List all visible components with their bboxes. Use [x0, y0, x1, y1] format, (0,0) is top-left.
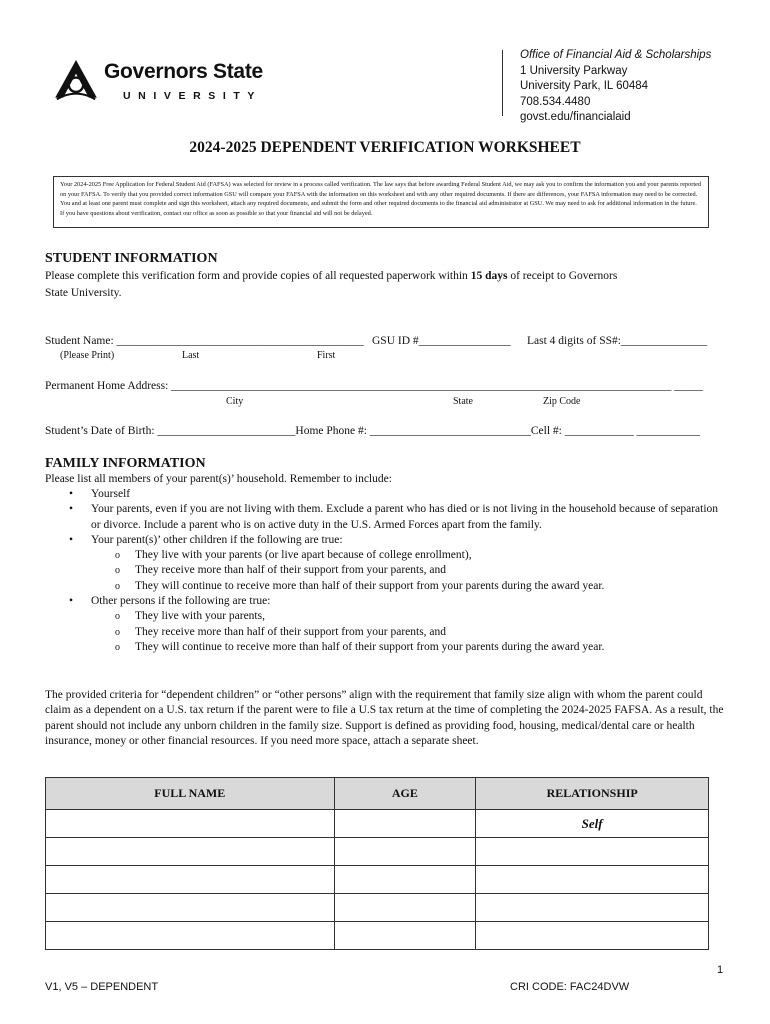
- list-item: • Yourself: [45, 487, 725, 502]
- student-intro: [45, 269, 617, 284]
- dependent-criteria-paragraph: The provided criteria for “dependent children” or “other persons” align with the requirement that family size align with whom the parent could claim as a dependent on a U.S. tax return if the parent were to file a U.S tax return at the time of completing the 2024-2025 FAFSA. As a result, the parent should not include any unborn children in the family size. Support is defined as providing food, housing, medical/dental care or health insurance, money or other financial resources. If you need more space, attach a separate sheet.: [45, 689, 724, 747]
- full-name-cell[interactable]: [46, 922, 335, 950]
- list-item: o They live with your parents (or live apart because of college enrollment),: [45, 548, 725, 563]
- office-street: 1 University Parkway: [520, 64, 628, 77]
- list-item: o They will continue to receive more than half of their support from your parents during the award year.: [45, 579, 725, 594]
- student-intro-deadline: 15 days: [470, 270, 508, 282]
- col-header-relationship: RELATIONSHIP: [476, 778, 709, 810]
- list-item: • Other persons if the following are true:: [45, 594, 725, 609]
- full-name-cell[interactable]: [46, 838, 335, 866]
- list-item: o They live with your parents,: [45, 609, 725, 624]
- student-intro-a: Please complete this verification form and provide copies of all requested paperwork within: [45, 270, 471, 282]
- state-caption: State: [453, 396, 473, 407]
- first-name-caption: First: [317, 350, 336, 361]
- office-city: University Park, IL 60484: [520, 80, 649, 92]
- table-row: [46, 866, 709, 894]
- table-row: [46, 810, 709, 838]
- list-item: o They receive more than half of their support from your parents, and: [45, 563, 725, 578]
- relationship-cell[interactable]: Self: [476, 810, 709, 838]
- age-cell[interactable]: [334, 866, 476, 894]
- col-header-full-name: FULL NAME: [46, 778, 335, 810]
- family-intro: Please list all members of your parent(s)’ household. Remember to include:: [45, 473, 392, 485]
- list-item: • Your parent(s)’ other children if the following are true:: [45, 533, 725, 548]
- student-info-heading: STUDENT INFORMATION: [45, 251, 218, 266]
- full-name-cell[interactable]: [46, 866, 335, 894]
- home-address-field[interactable]: Permanent Home Address: _______________________________________________________________________________________ _____: [45, 380, 704, 392]
- page-title: 2024-2025 DEPENDENT VERIFICATION WORKSHEET: [189, 139, 581, 156]
- age-cell[interactable]: [334, 894, 476, 922]
- household-criteria-list: [45, 487, 725, 655]
- zip-caption: Zip Code: [543, 396, 581, 407]
- col-header-age: AGE: [334, 778, 476, 810]
- city-caption: City: [226, 396, 244, 407]
- office-contact: [520, 48, 711, 126]
- table-row: [46, 894, 709, 922]
- form-version: V1, V5 – DEPENDENT: [45, 981, 159, 993]
- header-divider: [502, 50, 503, 116]
- list-item: • Your parents, even if you are not living with them. Exclude a parent who has died or is not living in the household because of separation or divorce. Include a parent who is on active duty in the U.S. Armed Forces apart from the family.: [45, 502, 725, 533]
- office-name: Office of Financial Aid & Scholarships: [520, 49, 712, 61]
- student-intro-line2: State University.: [45, 287, 122, 299]
- age-cell[interactable]: [334, 922, 476, 950]
- list-item: o They will continue to receive more than half of their support from your parents during the award year.: [45, 640, 725, 655]
- table-row: [46, 922, 709, 950]
- full-name-cell[interactable]: [46, 810, 335, 838]
- family-info-heading: FAMILY INFORMATION: [45, 456, 206, 471]
- full-name-cell[interactable]: [46, 894, 335, 922]
- list-item: o They receive more than half of their support from your parents, and: [45, 625, 725, 640]
- dob-phone-cell-fields[interactable]: Student’s Date of Birth: ________________________Home Phone #: ____________________________Cell #: ____________ ___________: [45, 425, 700, 437]
- last-name-caption: Last: [182, 350, 200, 361]
- page-number: 1: [717, 964, 724, 976]
- cri-code: CRI CODE: FAC24DVW: [510, 981, 630, 993]
- gsu-id-field[interactable]: GSU ID #________________: [372, 335, 511, 347]
- relationship-cell[interactable]: [476, 894, 709, 922]
- age-cell[interactable]: [334, 810, 476, 838]
- table-row: [46, 838, 709, 866]
- student-name-field[interactable]: Student Name: ___________________________________________: [45, 335, 364, 347]
- relationship-cell[interactable]: [476, 866, 709, 894]
- relationship-cell[interactable]: [476, 838, 709, 866]
- verification-notice: Your 2024-2025 Free Application for Federal Student Aid (FAFSA) was selected for review in a process called verification. The law says that before awarding Federal Student Aid, we may ask you to confirm the information you and your parents reported on your FAFSA. To verify that you provided correct information GSU will compare your FAFSA with the information on this worksheet and with any other required documents. If there are differences, your FAFSA information may need to be corrected. You and at least one parent must complete and sign this worksheet, attach any required documents, and submit the form and other required documents to the financial aid administrator at GSU. We may need to ask for additional information in the future. If you have questions about verification, contact our office as soon as possible so that your financial aid will not be delayed.: [53, 176, 709, 228]
- household-members-table: [45, 777, 709, 950]
- table-header-row: [46, 778, 709, 810]
- ssn-last4-field[interactable]: Last 4 digits of SS#:_______________: [527, 335, 708, 347]
- logo-name: Governors State: [104, 60, 263, 83]
- student-intro-b: of receipt to Governors: [507, 270, 618, 282]
- logo-subtitle: UNIVERSITY: [123, 90, 263, 102]
- age-cell[interactable]: [334, 838, 476, 866]
- office-phone: 708.534.4480: [520, 95, 591, 108]
- please-print-note: (Please Print): [60, 350, 115, 361]
- office-url[interactable]: govst.edu/financialaid: [520, 111, 631, 123]
- gsu-logo-mark: [52, 54, 100, 106]
- relationship-cell[interactable]: [476, 922, 709, 950]
